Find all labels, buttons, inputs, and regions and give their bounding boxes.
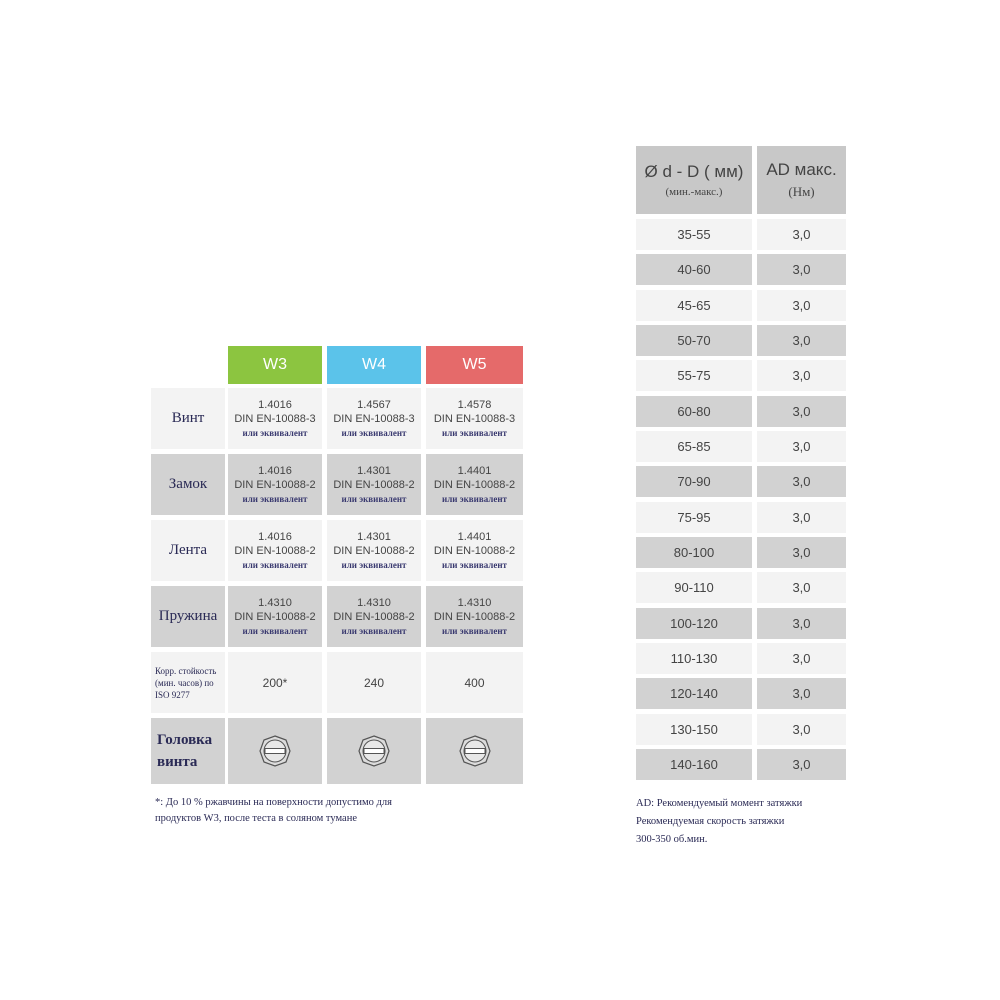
row-label-band: Лента: [151, 520, 225, 581]
material-standard: DIN EN-10088-2: [433, 610, 516, 623]
diameter-range-cell: 45-65: [636, 290, 752, 321]
screw-head-label-line: Головка: [157, 732, 213, 748]
material-code: 1.4310: [258, 596, 292, 609]
torque-value-cell: 3,0: [757, 360, 846, 391]
torque-value-cell: 3,0: [757, 643, 846, 674]
torque-value-cell: 3,0: [757, 254, 846, 285]
material-code: 1.4301: [357, 530, 391, 543]
torque-value-cell: 3,0: [757, 396, 846, 427]
slotted-screw-head-icon: [357, 734, 391, 768]
row-label-screw: Винт: [151, 388, 225, 449]
material-equivalent: или эквивалент: [242, 427, 308, 438]
torque-value-cell: 3,0: [757, 466, 846, 497]
material-code: 1.4310: [457, 596, 492, 609]
material-equivalent: или эквивалент: [442, 625, 507, 636]
material-code: 1.4016: [258, 398, 292, 411]
material-standard: DIN EN-10088-2: [234, 478, 316, 491]
header-w5: W5: [426, 346, 523, 384]
torque-value-cell: 3,0: [757, 749, 846, 780]
material-equivalent: или эквивалент: [341, 427, 407, 438]
diameter-range-cell: 55-75: [636, 360, 752, 391]
slotted-screw-head-icon: [458, 734, 492, 768]
material-equivalent: или эквивалент: [442, 559, 507, 570]
diameter-range-cell: 75-95: [636, 502, 752, 533]
table-cell: [228, 454, 322, 515]
torque-note: [636, 795, 856, 849]
material-code: 1.4301: [357, 464, 391, 477]
row-label-screw-head: [151, 718, 225, 784]
material-standard: DIN EN-10088-2: [333, 478, 415, 491]
material-equivalent: или эквивалент: [341, 493, 407, 504]
table-cell: [426, 388, 523, 449]
torque-note-line: 300-350 об.мин.: [636, 834, 708, 845]
material-standard: DIN EN-10088-2: [234, 610, 316, 623]
header-diameter: [636, 146, 752, 214]
material-equivalent: или эквивалент: [242, 493, 308, 504]
diameter-range-cell: 50-70: [636, 325, 752, 356]
diameter-range-cell: 140-160: [636, 749, 752, 780]
slotted-screw-head-icon: [258, 734, 292, 768]
header-w4: W4: [327, 346, 421, 384]
material-standard: DIN EN-10088-2: [333, 544, 415, 557]
diameter-range-cell: 70-90: [636, 466, 752, 497]
corrosion-label-line: ISO 9277: [155, 689, 190, 700]
footnote: [155, 795, 445, 827]
row-label-lock: Замок: [151, 454, 225, 515]
header-torque: [757, 146, 846, 214]
torque-value-cell: 3,0: [757, 678, 846, 709]
material-equivalent: или эквивалент: [242, 625, 308, 636]
material-equivalent: или эквивалент: [341, 559, 407, 570]
row-label-spring: Пружина: [151, 586, 225, 647]
diameter-range-cell: 110-130: [636, 643, 752, 674]
diameter-range-cell: 60-80: [636, 396, 752, 427]
material-code: 1.4016: [258, 464, 292, 477]
torque-value-cell: 3,0: [757, 537, 846, 568]
table-cell: [228, 388, 322, 449]
table-cell: [228, 520, 322, 581]
header-torque-sub: (Нм): [788, 184, 815, 199]
table-cell: [426, 586, 523, 647]
torque-value-cell: 3,0: [757, 608, 846, 639]
footnote-line: продуктов W3, после теста в соляном тумане: [155, 813, 357, 824]
corrosion-value-w4: 240: [327, 652, 421, 713]
table-cell: [228, 586, 322, 647]
torque-value-cell: 3,0: [757, 290, 846, 321]
diameter-range-cell: 40-60: [636, 254, 752, 285]
corrosion-label-line: (мин. часов) по: [155, 677, 214, 688]
table-cell: [426, 520, 523, 581]
material-standard: DIN EN-10088-3: [333, 412, 415, 425]
diameter-range-cell: 35-55: [636, 219, 752, 250]
material-standard: DIN EN-10088-3: [433, 412, 516, 425]
material-standard: DIN EN-10088-2: [234, 544, 316, 557]
torque-value-cell: 3,0: [757, 431, 846, 462]
screw-head-cell: [327, 718, 421, 784]
corrosion-value-w3: 200*: [228, 652, 322, 713]
material-code: 1.4016: [258, 530, 292, 543]
torque-value-cell: 3,0: [757, 325, 846, 356]
material-equivalent: или эквивалент: [442, 427, 507, 438]
diameter-range-cell: 90-110: [636, 572, 752, 603]
torque-note-line: AD: Рекомендуемый момент затяжки: [636, 798, 803, 809]
row-label-corrosion: [151, 652, 225, 713]
material-equivalent: или эквивалент: [341, 625, 407, 636]
table-cell: [327, 388, 421, 449]
material-code: 1.4578: [457, 398, 492, 411]
torque-value-cell: 3,0: [757, 219, 846, 250]
diameter-range-cell: 130-150: [636, 714, 752, 745]
torque-value-cell: 3,0: [757, 714, 846, 745]
table-cell: [327, 454, 421, 515]
header-w3: W3: [228, 346, 322, 384]
material-code: 1.4401: [457, 530, 492, 543]
material-standard: DIN EN-10088-2: [433, 478, 516, 491]
material-code: 1.4401: [457, 464, 492, 477]
torque-note-line: Рекомендуемая скорость затяжки: [636, 816, 785, 827]
table-cell: [327, 586, 421, 647]
screw-head-cell: [228, 718, 322, 784]
material-code: 1.4567: [357, 398, 391, 411]
diameter-range-cell: 65-85: [636, 431, 752, 462]
table-cell: [426, 454, 523, 515]
diameter-range-cell: 80-100: [636, 537, 752, 568]
footnote-line: *: До 10 % ржавчины на поверхности допустимо для: [155, 797, 392, 808]
material-standard: DIN EN-10088-2: [433, 544, 516, 557]
screw-head-label-line: винта: [157, 754, 198, 770]
material-equivalent: или эквивалент: [442, 493, 507, 504]
header-torque-main: AD макс.: [766, 160, 837, 179]
material-standard: DIN EN-10088-3: [234, 412, 316, 425]
diameter-range-cell: 120-140: [636, 678, 752, 709]
corrosion-label-line: Корр. стойкость: [155, 665, 217, 676]
header-diameter-sub: (мин.-макс.): [665, 186, 723, 198]
header-diameter-main: Ø d - D ( мм): [644, 162, 744, 181]
corrosion-value-w5: 400: [426, 652, 523, 713]
torque-value-cell: 3,0: [757, 572, 846, 603]
material-code: 1.4310: [357, 596, 391, 609]
material-standard: DIN EN-10088-2: [333, 610, 415, 623]
table-cell: [327, 520, 421, 581]
diameter-range-cell: 100-120: [636, 608, 752, 639]
material-equivalent: или эквивалент: [242, 559, 308, 570]
torque-value-cell: 3,0: [757, 502, 846, 533]
screw-head-cell: [426, 718, 523, 784]
